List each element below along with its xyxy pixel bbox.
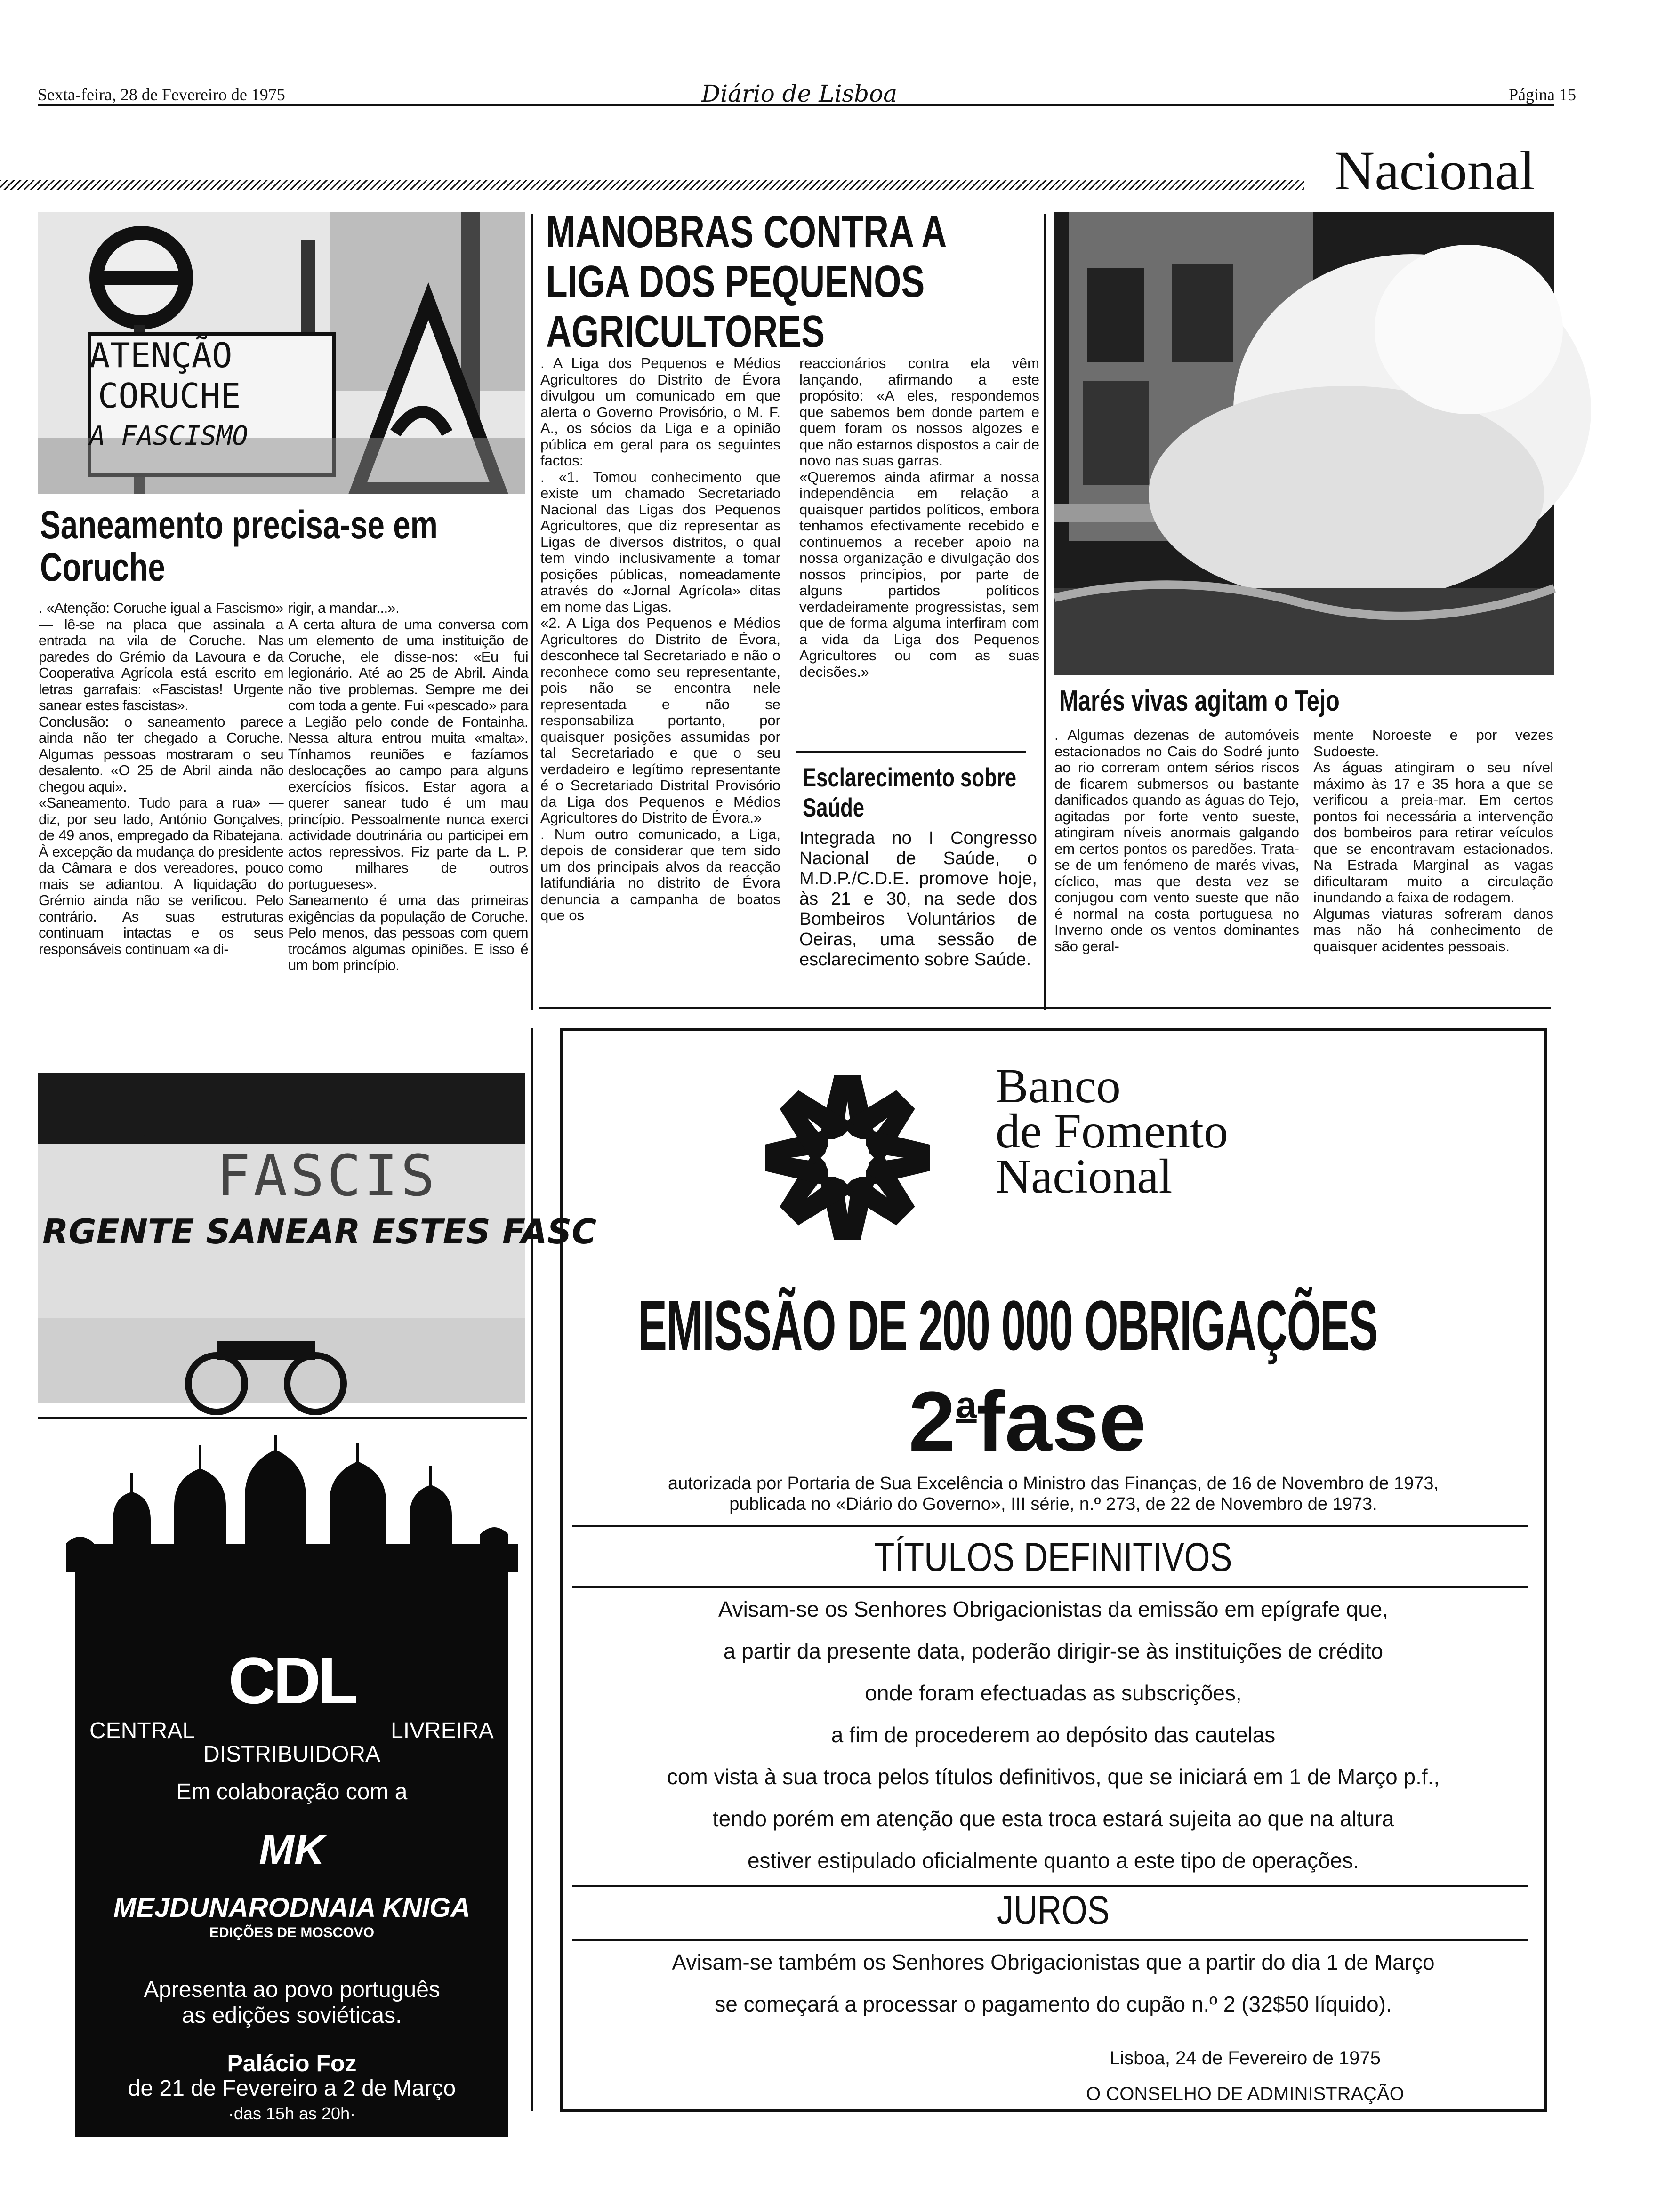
titulos-body — [570, 1588, 1537, 1882]
place-date: Lisboa, 24 de Fevereiro de 1975 — [1110, 2048, 1381, 2068]
sign-text-line: CORUCHE — [98, 376, 241, 416]
section-hatch-band — [0, 180, 1304, 190]
article-rule — [539, 1007, 1551, 1009]
titulos-line: tendo porém em atenção que esta troca estará sujeita ao que na altura — [712, 1806, 1394, 1831]
liga-column-1: . A Liga dos Pequenos e Médios Agricultores do Distrito de Évora divulgou um comunicado em que alerta o Governo Provisório, o M. F. A., os sócios da Liga e a opinião pública em geral para os seguintes factos: . «1. Tomou conhecimento que existe um chamado Secretariado Nacional das Ligas dos Pequenos Agricultores, que diz representar as Ligas de diversos distritos, o qual tem vindo inclusivamente a tomar posições públicas, nomeadamente através do «Jornal Agrícola» ditas em nome das Ligas. «2. A Liga dos Pequenos e Médios Agricultores do Distrito de Évora, desconhece tal Secretariado e não o reconhece como seu representante, pois não se encontra nele representada e não se responsabiliza portanto, por quaisquer posições assumidas por tal Secretariado e que o seu verdadeiro e legítimo representante é o Secretariado Distrital Provisório da Liga dos Pequenos e Médios Agricultores do Distrito de Évora.» . Num outro comunicado, a Liga, depois de considerar que tem sido um dos principais alvos da reacção latifundiária no distrito de Évora denuncia a campanha de boatos que os — [540, 355, 780, 923]
authorization-line: publicada no «Diário do Governo», III série, n.º 273, de 22 de Novembro de 1973. — [729, 1494, 1377, 1514]
ad-rule — [572, 1525, 1528, 1527]
cdl-logo: CDL — [228, 1643, 355, 1717]
fase-number: 2 — [909, 1374, 956, 1469]
titulos-line: a fim de procederem ao depósito das cautelas — [831, 1723, 1276, 1747]
sign-text-line: A FASCISMO — [89, 421, 249, 451]
mares-column-1: . Algumas dezenas de automóveis estacionados no Cais do Sodré junto ao rio correram ontem sérios riscos de ficarem submersos ou bastante danificados quando as águas do Tejo, agitadas por forte vento sueste, atingiram níveis anormais galgando em certos pontos os paredões. Trata-se de um fenómeno de marés vivas, cíclico, mas que desta vez se conjugou com vento sueste que não é normal na costa portuguesa no Inverno onde os ventos dominantes são geral- — [1054, 727, 1299, 954]
saude-body: Integrada no I Congresso Nacional de Saúde, o M.D.P./C.D.E. promove hoje, às 21 e 30, na sede dos Bombeiros Voluntários de Oeiras, uma sessão de esclarecimento sobre Saúde. — [799, 828, 1037, 970]
mares-headline: Marés vivas agitam o Tejo — [1059, 685, 1340, 717]
column-rule — [1044, 214, 1046, 1010]
titulos-line: a partir da presente data, poderão dirigir-se às instituições de crédito — [723, 1639, 1384, 1663]
titulos-line: onde foram efectuadas as subscrições, — [865, 1681, 1242, 1705]
authorization-line: autorizada por Portaria de Sua Excelência o Ministro das Finanças, de 16 de Novembro de 1973, — [668, 1474, 1439, 1493]
titulos-line: estiver estipulado oficialmente quanto a este tipo de operações. — [747, 1848, 1359, 1873]
titulos-heading: TÍTULOS DEFINITIVOS — [874, 1535, 1232, 1580]
juros-line: Avisam-se também os Senhores Obrigacionistas que a partir do dia 1 de Março — [672, 1950, 1435, 1974]
bank-name — [996, 1059, 1228, 1203]
bank-name-line: de Fomento — [996, 1104, 1228, 1158]
fase-superscript: a — [956, 1384, 977, 1426]
graffiti-bottom: RGENTE SANEAR ESTES FASC — [42, 1212, 597, 1251]
coruche-column-1: . «Atenção: Coruche igual a Fascismo» — lê-se na placa que assinala a entrada na vila de Coruche. Nas paredes do Grémio da Lavoura e da Cooperativa Agrícola está escrito em letras garrafais: «Fascistas! Urgente sanear estes fascistas». Conclusão: o saneamento parece ainda não ter chegado a Coruche. Algumas pessoas mostraram o seu desalento. «O 25 de Abril ainda não chegou aqui». «Saneamento. Tudo para a rua» — diz, por seu lado, António Gonçalves, de 49 anos, empregado da Ribatejana. À excepção da mudança do presidente da Câmara e dos vereadores, pouco mais se adiantou. A liquidação do Grémio ainda não se verificou. Pelo contrário. As suas estruturas continuam intactas e os seus responsáveis continuam «a di- — [39, 600, 283, 957]
cdl-hours: ·das 15h as 20h· — [228, 2104, 356, 2123]
newspaper-name: Diário de Lisboa — [701, 80, 898, 107]
cdl-livreira: LIVREIRA — [391, 1718, 494, 1743]
fase-label — [909, 1362, 1146, 1469]
saude-headline: Esclarecimento sobre Saúde — [803, 762, 1016, 822]
header-rule — [38, 104, 1554, 106]
bank-name-line: Banco — [996, 1059, 1121, 1113]
section-title: Nacional — [1335, 140, 1535, 201]
cdl-venue: Palácio Foz — [227, 2050, 357, 2076]
ad-signature-block — [1033, 2040, 1457, 2112]
authorization-text — [570, 1473, 1537, 1515]
emission-title: EMISSÃO DE 200 000 OBRIGAÇÕES — [638, 1286, 1378, 1365]
cdl-distribuidora: DISTRIBUIDORA — [203, 1742, 381, 1767]
bank-name-line: Nacional — [996, 1149, 1173, 1203]
column-rule — [531, 214, 533, 1010]
juros-body — [570, 1941, 1537, 2025]
juros-heading: JUROS — [997, 1888, 1110, 1933]
liga-headline: MANOBRAS CONTRA A LIGA DOS PEQUENOS AGRICULTORES — [546, 207, 946, 357]
sign-text-line: ATENÇÃO — [89, 336, 233, 375]
tejo-waves-photo — [1054, 212, 1554, 675]
cdl-presents-2: as edições soviéticas. — [182, 2003, 402, 2028]
signature: O CONSELHO DE ADMINISTRAÇÃO — [1086, 2084, 1404, 2104]
cdl-partner: MEJDUNARODNAIA KNIGA — [113, 1892, 471, 1923]
cdl-central: CENTRAL — [89, 1718, 195, 1743]
graffiti-top: FASCIS — [217, 1144, 438, 1209]
onion-domes-silhouette — [66, 1435, 518, 1572]
fase-word: fase — [976, 1374, 1146, 1469]
page-number: Página 15 — [1509, 85, 1576, 104]
banco-star-logo — [763, 1068, 932, 1247]
titulos-line: com vista à sua troca pelos títulos definitivos, que se iniciará em 1 de Março p.f., — [667, 1764, 1440, 1789]
column-rule — [531, 1028, 533, 2111]
mares-column-2: mente Noroeste e por vezes Sudoeste. As águas atingiram o seu nível máximo às 17 e 35 hora a que se verificou a preia-mar. Em certos pontos foi necessária a intervenção dos bombeiros para retirar veículos que se encontravam estacionados. Na Estrada Marginal as vagas dificultaram muito a circulação inundando a faixa de rodagem. Algumas viaturas sofreram danos mas não há conhecimento de quaisquer acidentes pessoais. — [1313, 727, 1553, 954]
coruche-headline: Saneamento precisa-se em Coruche — [40, 503, 438, 589]
juros-line: se começará a processar o pagamento do cupão n.º 2 (32$50 líquido). — [715, 1992, 1392, 2016]
cdl-presents-1: Apresenta ao povo português — [144, 1977, 440, 2002]
mk-logo: MK — [259, 1827, 325, 1874]
cdl-advertisement — [75, 1563, 508, 2137]
titulos-line: Avisam-se os Senhores Obrigacionistas da emissão em epígrafe que, — [718, 1597, 1389, 1621]
coruche-sign-photo — [38, 212, 525, 494]
cdl-collab: Em colaboração com a — [176, 1779, 408, 1804]
ad-rule — [572, 1586, 1528, 1588]
cdl-edicoes: EDIÇÕES DE MOSCOVO — [209, 1925, 375, 1940]
coruche-column-2: rigir, a mandar...». A certa altura de uma conversa com um elemento de uma instituição de Coruche, ele disse-nos: «Eu fui legionário. Até ao 25 de Abril. Ainda não tive problemas. Sempre me dei com toda a gente. Fui «pescado» para a Legião pelo conde de Fontainha. Nessa altura entrou muita «malta». Tínhamos reuniões e fazíamos deslocações ao campo para alguns exercícios físicos. Estar agora a querer sanear tudo é um mau princípio. Pessoalmente nunca exerci actividade doutrinária ou participei em actos repressivos. Fiz parte da L. P. como milhares de outros portugueses». Saneamento é uma das primeiras exigências da população de Coruche. Pelo menos, das pessoas com quem trocámos algumas opiniões. E isso é um bom princípio. — [288, 600, 528, 973]
article-rule — [38, 1417, 527, 1419]
ad-rule — [572, 1939, 1528, 1941]
liga-column-2: reaccionários contra ela vêm lançando, afirmando a este propósito: «A eles, respondemos que sabemos bem donde partem e quem foram os nossos algozes e que não estarnos dispostos a cair de novo nas suas garras. «Queremos ainda afirmar a nossa independência em relação a quaisquer partidos políticos, embora tenhamos efectivamente recebido e continuemos a receber apoio na nossa organização e divulgação dos nossos princípios, por parte de alguns partidos políticos verdadeiramente progressistas, sem que de forma alguma interfiram com a vida da Liga dos Pequenos Agricultores ou com as suas decisões.» — [799, 355, 1039, 680]
graffiti-wall-photo — [38, 1073, 597, 1403]
cdl-dates: de 21 de Fevereiro a 2 de Março — [128, 2076, 456, 2101]
article-rule — [796, 751, 1026, 753]
issue-date: Sexta-feira, 28 de Fevereiro de 1975 — [38, 85, 285, 104]
ad-rule — [572, 1885, 1528, 1887]
